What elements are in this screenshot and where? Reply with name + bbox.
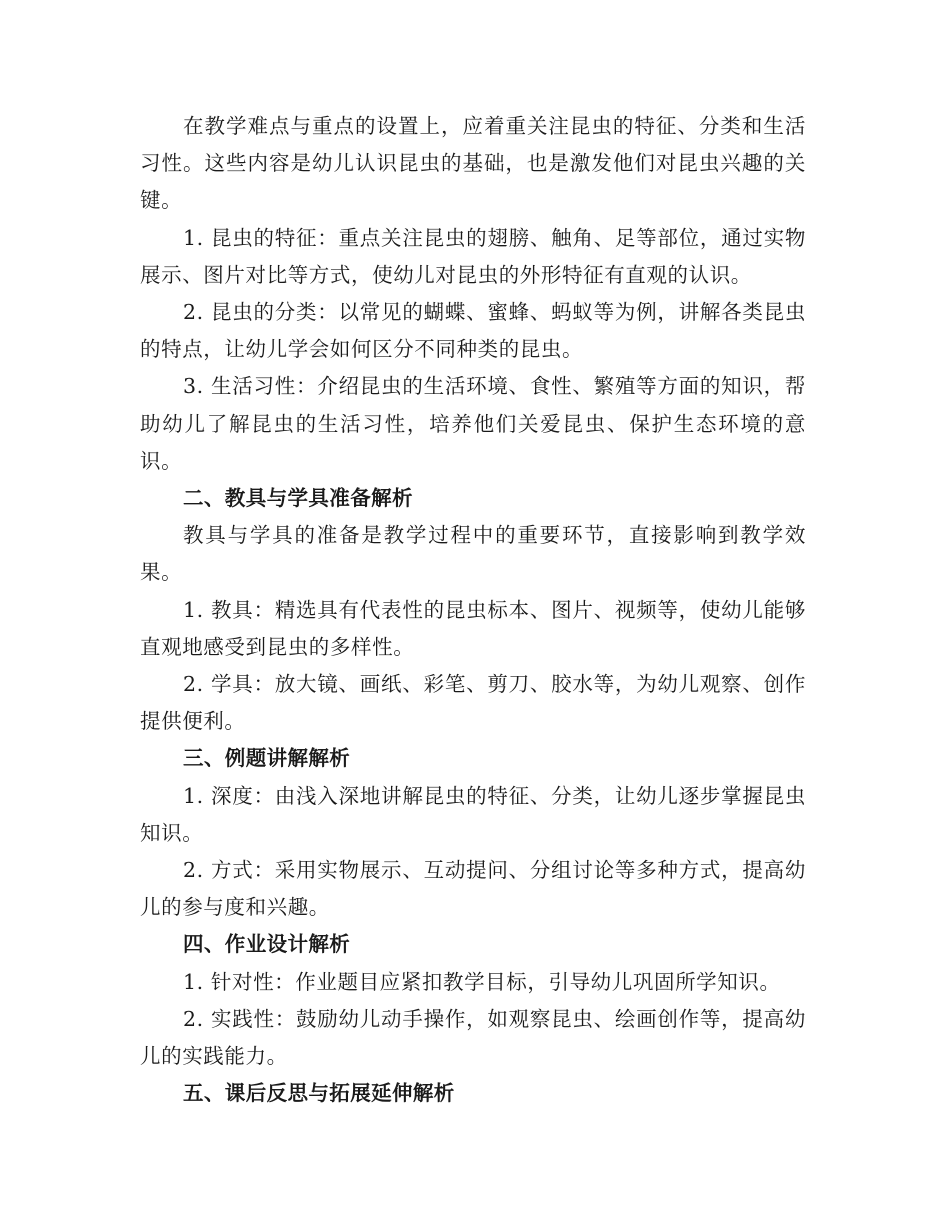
list-item-paragraph: 1. 教具：精选具有代表性的昆虫标本、图片、视频等，使幼儿能够直观地感受到昆虫的多样性。 [140,597,806,659]
section-heading: 五、课后反思与拓展延伸解析 [183,1081,455,1106]
list-item-paragraph: 1. 针对性：作业题目应紧扣教学目标，引导幼儿巩固所学知识。 [183,969,781,994]
section-heading: 二、教具与学具准备解析 [183,486,413,511]
body-paragraph: 在教学难点与重点的设置上，应着重关注昆虫的特征、分类和生活习性。这些内容是幼儿认识昆虫的基础，也是激发他们对昆虫兴趣的关键。 [140,114,806,213]
list-item-paragraph: 1. 深度：由浅入深地讲解昆虫的特征、分类，让幼儿逐步掌握昆虫知识。 [140,783,806,845]
list-item-paragraph: 1. 昆虫的特征：重点关注昆虫的翅膀、触角、足等部位，通过实物展示、图片对比等方式，使幼儿对昆虫的外形特征有直观的认识。 [140,225,806,287]
list-item-paragraph: 2. 学具：放大镜、画纸、彩笔、剪刀、胶水等，为幼儿观察、创作提供便利。 [140,672,806,734]
section-heading: 三、例题讲解解析 [183,746,351,771]
body-paragraph: 教具与学具的准备是教学过程中的重要环节，直接影响到教学效果。 [140,523,806,585]
document-body [140,108,806,1112]
list-item-paragraph: 2. 昆虫的分类：以常见的蝴蝶、蜜蜂、蚂蚁等为例，讲解各类昆虫的特点，让幼儿学会如何区分不同种类的昆虫。 [140,300,806,362]
section-heading: 四、作业设计解析 [183,932,351,957]
list-item-paragraph: 3. 生活习性：介绍昆虫的生活环境、食性、繁殖等方面的知识，帮助幼儿了解昆虫的生活习性，培养他们关爱昆虫、保护生态环境的意识。 [140,374,806,473]
list-item-paragraph: 2. 实践性：鼓励幼儿动手操作，如观察昆虫、绘画创作等，提高幼儿的实践能力。 [140,1006,806,1069]
list-item-paragraph: 2. 方式：采用实物展示、互动提问、分组讨论等多种方式，提高幼儿的参与度和兴趣。 [140,858,806,920]
